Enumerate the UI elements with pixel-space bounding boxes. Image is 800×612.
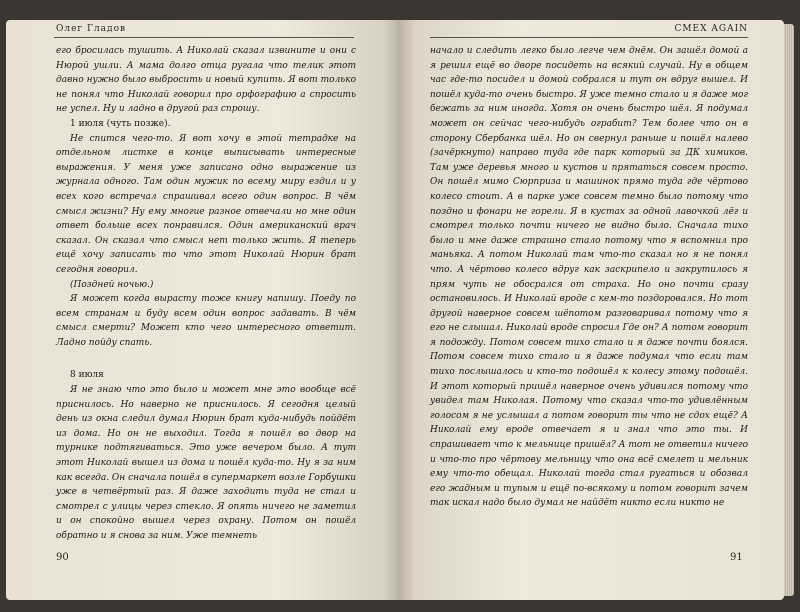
left-page-number: 90 [56,552,69,563]
right-page-number: 91 [730,552,743,563]
section-gap [56,350,356,368]
paragraph: Я не знаю что это было и может мне это вообще всё приснилось. Но наверно не приснилось. Я сегодня целый день из окна следил думал Нюрин брат куда-нибудь пойдёт из дома. Но он не выходил. Тогда я пошёл во двор на турнике подтягиваться. Это уже вечером было. А тут этот Николай вышел из дома и пошёл куда-то. Ну я за ним как всегда. Он сначала пошёл в супермаркет возле Горбушки уже в четвёртый раз. Я даже заходить туда не стал и смотрел с улицы через стекло. Я опять ничего не заметил и он спокойно вышел через охрану. Потом он пошёл обратно и я снова за ним. Уже темнеть [56,385,356,541]
page-edges [784,24,794,596]
right-body-text [430,44,748,511]
paragraph: Не спится чего-то. Я вот хочу в этой тетрадке на отдельном листке в конце выписывать интересные выражения. У меня уже записано одно выражение из журнала одного. Там один мужик по всему миру ездил и у всех кого встречал спрашивал всего один вопрос. В чём смысл жизни? Ну ему многие разное отвечали но мне один ответ больше всех понравился. Один американский врач сказал. Он сказал что смысл нет только жить. Я теперь ещё хочу записать то что этот Николай Нюрин брат сегодня говорил. [56,133,356,275]
paragraph: (Поздней ночью.) [70,279,154,290]
right-running-head: СМЕХ AGAIN [674,24,748,34]
paragraph: начало и следить легко было легче чем днём. Он зашёл домой а я решил ещё во дворе посидеть на всякий случай. Ну в общем час где-то посидел и домой собрался и тут он вдруг вышел. И пошёл куда-то очень быстро. Я уже темно стало и я даже мог бежать за ним иногда. Хотя он очень быстро шёл. Я подумал может он сейчас чего-нибудь ограбит? Тем более что он в сторону Сбербанка шёл. Но он свернул раньше и пошёл налево (зачёркнуто) направо туда где парк который за ДК химиков. Там уже деревья много и кустов и прятаться совсем просто. Он пошёл мимо Сюрприза и машинок прямо туда где чёртово колесо стоит. А в парке уже совсем темно было потому что поздно и фонари не горели. Я в кустах за одной лавочкой лёг и смотрел только почти ничего не видно было. Сначала тихо было и мне даже страшно стало потому что я вспомнил про маньяка. А потом Николай там что-то сказал но я не понял что. А чёртово колесо вдруг как заскрипело и закрутилось я прям чуть не обосрался от страха. Но оно почти сразу остановилось. И Николай вроде с кем-то поздоровался. Но тот другой наверное совсем шёпотом разговаривал потому что я его не слышал. Николай вроде спросил Где он? А потом говорит я подожду. Потом совсем тихо стало и я даже почти боялся. Потом совсем тихо стало и я даже подумал что если там тихо послышалось и кто-то подошёл к колесу этому подошёл. И этот который пришёл наверное очень удивился потому что увидел там Николая. Потому что сказал что-то удивлённым голосом я не услышал а потом говорит ты что не сдох ещё? А Николай ему вроде отвечает я и знал что это ты. И спрашивает что к мельнице пришёл? А тот не ответил ничего и что-то про чёртову мельницу что она всё смелет и мельник ему что-то обещал. Николай тогда стал ругаться и обозвал его жадным и тупым и ещё по-всякому и потом говорит зачем так искал надо было думал не найдёт никто если никто не [430,46,748,509]
paragraph: Я может когда вырасту тоже книгу напишу. Поеду по всем странам и буду всем один вопрос задавать. В чём смысл смерти? Может кто чего интересного ответит. Ладно пойду спать. [56,294,356,348]
diary-entry-heading: 1 июля (чуть позже). [70,118,171,129]
right-header-rule [430,37,748,38]
paragraph: его бросилась тушить. А Николай сказал извините и они с Нюрой ушли. А мама долго отца ругала что телик этот давно нужно было выбросить и новый купить. Я вот только не понял что Николай говорил про орфографию а спросить не успел. Ну и ладно в другой раз спрошу. [56,46,356,115]
left-header-rule [54,37,354,38]
diary-entry-heading: 8 июля [70,370,104,381]
left-body-text [56,44,356,544]
left-running-head: Олег Гладов [56,24,127,34]
